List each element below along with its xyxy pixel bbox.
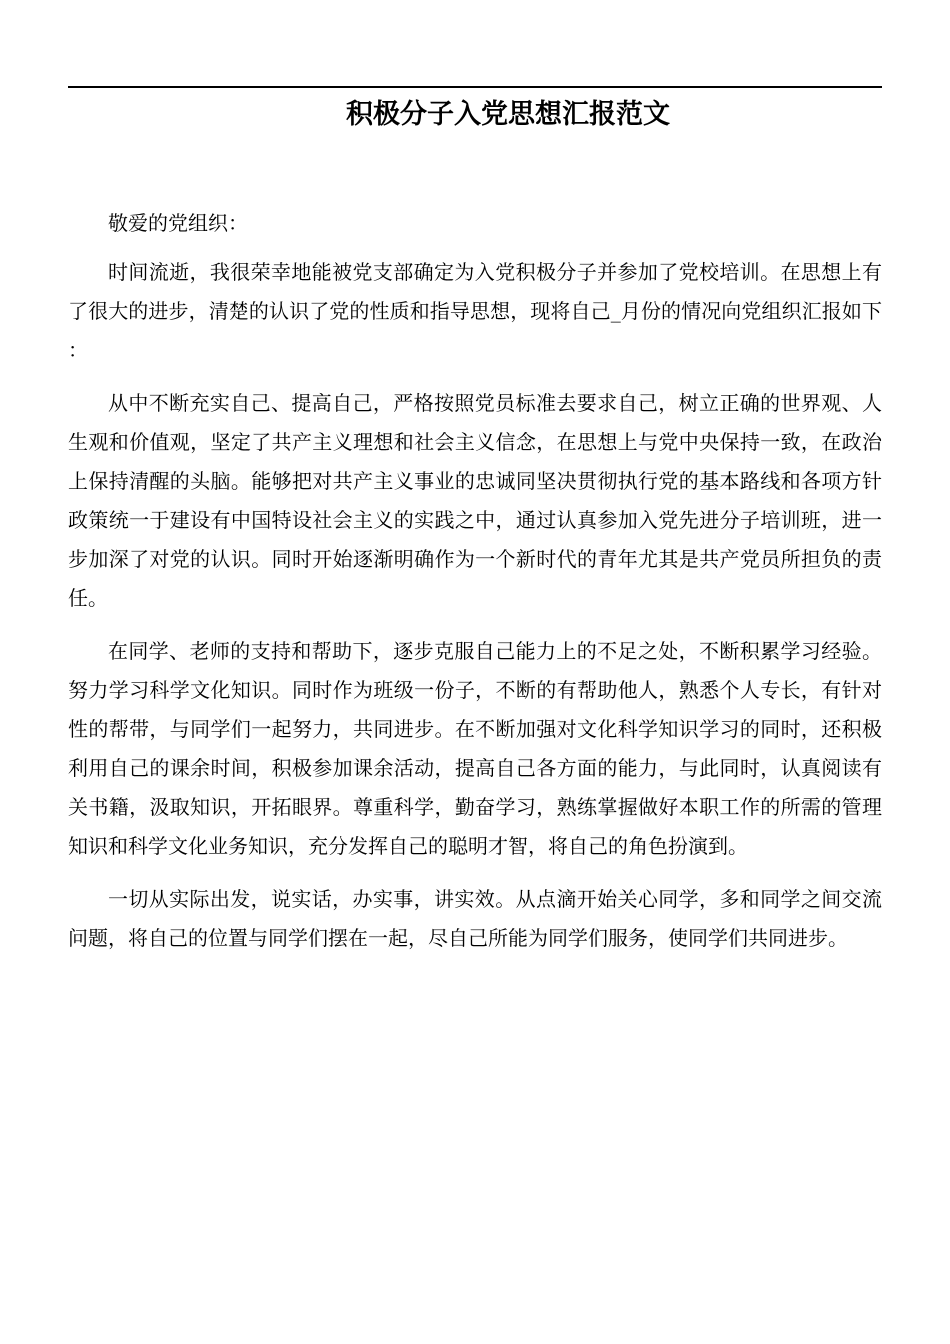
salutation: 敬爱的党组织：	[108, 211, 248, 235]
document-body	[68, 204, 882, 972]
document-title: 积极分子入党思想汇报范文	[346, 99, 670, 130]
body-paragraph-3: 在同学、老师的支持和帮助下，逐步克服自己能力上的不足之处，不断积累学习经验。努力学习科学文化知识。同时作为班级一份子，不断的有帮助他人，熟悉个人专长，有针对性的帮带，与同学们一起努力，共同进步。在不断加强对文化科学知识学习的同时，还积极利用自己的课余时间，积极参加课余活动，提高自己各方面的能力，与此同时，认真阅读有关书籍，汲取知识，开拓眼界。尊重科学，勤奋学习，熟练掌握做好本职工作的所需的管理知识和科学文化业务知识，充分发挥自己的聪明才智，将自己的角色扮演到。	[68, 639, 882, 858]
body-paragraph-2: 从中不断充实自己、提高自己，严格按照党员标准去要求自己，树立正确的世界观、人生观和价值观，坚定了共产主义理想和社会主义信念，在思想上与党中央保持一致，在政治上保持清醒的头脑。能够把对共产主义事业的忠诚同坚决贯彻执行党的基本路线和各项方针政策统一于建设有中国特设社会主义的实践之中，通过认真参加入党先进分子培训班，进一步加深了对党的认识。同时开始逐渐明确作为一个新时代的青年尤其是共产党员所担负的责任。	[68, 391, 882, 610]
body-paragraph-4: 一切从实际出发，说实话，办实事，讲实效。从点滴开始关心同学，多和同学之间交流问题，将自己的位置与同学们摆在一起，尽自己所能为同学们服务，使同学们共同进步。	[68, 887, 882, 950]
header-rule	[68, 86, 882, 88]
body-paragraph-1: 时间流逝，我很荣幸地能被党支部确定为入党积极分子并参加了党校培训。在思想上有了很大的进步，清楚的认识了党的性质和指导思想，现将自己_月份的情况向党组织汇报如下：	[68, 260, 882, 362]
